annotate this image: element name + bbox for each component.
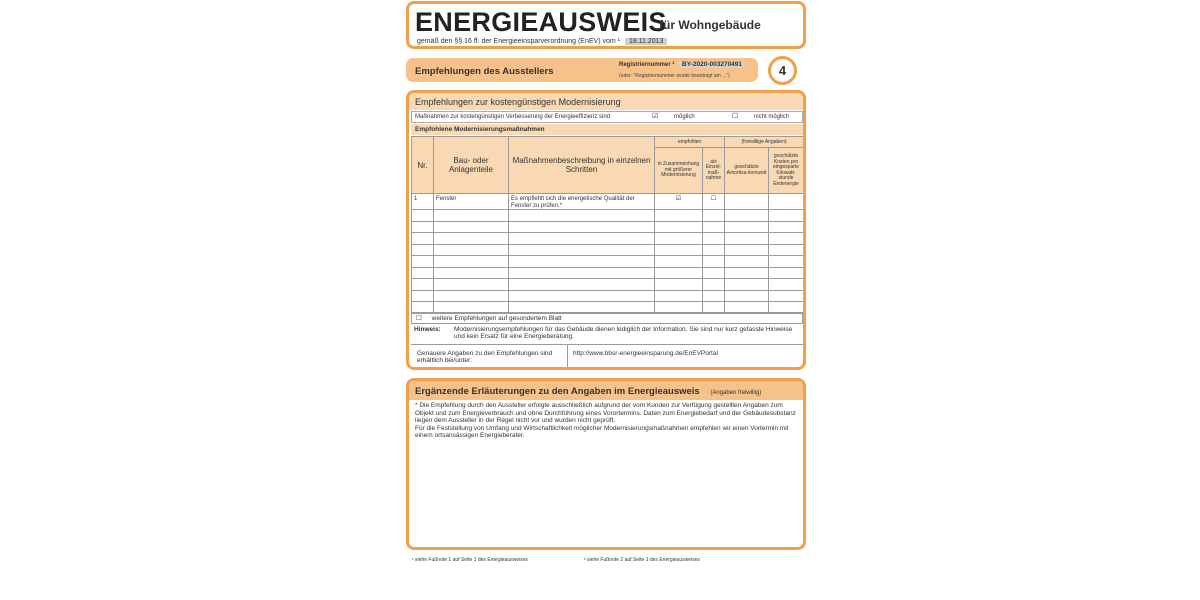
page-number: 4 xyxy=(768,56,797,85)
recommendations-box xyxy=(406,90,806,370)
hint-label: Hinweis: xyxy=(414,326,441,333)
registration-number xyxy=(619,61,745,68)
possible-label: möglich xyxy=(674,114,695,120)
table-row xyxy=(412,256,804,268)
table-row xyxy=(412,290,804,302)
regulation-date: 18.11.2013 xyxy=(625,38,668,45)
row-part: Fenster xyxy=(434,194,509,210)
supplement-title-bar xyxy=(409,381,803,400)
supplement-title: Ergänzende Erläuterungen zu den Angaben im Energieausweis xyxy=(415,386,700,397)
possibility-row xyxy=(411,111,803,123)
table-row xyxy=(412,210,804,222)
more-recommendations-checkbox[interactable]: ☐ xyxy=(416,315,422,322)
row-cost xyxy=(769,194,804,210)
more-recommendations-row xyxy=(411,312,803,324)
certificate-subtitle: für Wohngebäude xyxy=(659,18,761,32)
col-nr: Nr. xyxy=(412,137,434,194)
possible-checkbox[interactable]: ☑ xyxy=(652,113,659,120)
certificate-header xyxy=(406,1,806,49)
row-single-checkbox[interactable]: ☐ xyxy=(703,194,725,210)
measures-table xyxy=(411,136,804,314)
details-label: Genauere Angaben zu den Empfehlungen sind erhältlich bei/unter: xyxy=(417,350,553,364)
not-possible-label: nicht möglich xyxy=(754,114,790,120)
table-row xyxy=(412,267,804,279)
legal-basis-text: gemäß den §§ 16 ff. der Energieeinsparverordnung (EnEV) vom ¹ xyxy=(417,38,620,45)
hint-text: Modernisierungsempfehlungen für das Gebäude dienen lediglich der Information. Sie sind nur kurz gefasste Hinweise und kein Ersatz für eine Energieberatung. xyxy=(454,326,793,340)
row-description: Es empfiehlt sich die energetische Qualität der Fenster zu prüfen.* xyxy=(509,194,655,210)
legal-basis xyxy=(417,38,667,45)
table-row xyxy=(412,221,804,233)
col-recommended: empfohlen xyxy=(655,137,725,148)
certificate-title: ENERGIEAUSWEIS xyxy=(415,7,667,37)
table-row xyxy=(412,279,804,291)
hint-row xyxy=(411,324,803,343)
recommendations-title: Empfehlungen zur kostengünstigen Modernisierung xyxy=(409,93,803,110)
registration-label: Registriernummer ² xyxy=(619,62,675,68)
details-row xyxy=(411,344,803,369)
row-amortization xyxy=(725,194,769,210)
col-in-context: in Zusammenhang mit größerer Modernisierung xyxy=(655,148,703,194)
not-possible-checkbox[interactable]: ☐ xyxy=(732,113,739,120)
supplement-optional-note: (Angaben freiwillig) xyxy=(710,390,762,396)
measures-title: Empfohlene Modernisierungsmaßnahmen xyxy=(411,124,803,135)
col-cost: geschätzte Kosten pro eingesparte Kilowatt-stunde Endenergie xyxy=(769,148,804,194)
details-url-link[interactable]: http://www.bbsr-energieeinsparung.de/EnEVPortal xyxy=(573,350,718,357)
possibility-text: Maßnahmen zur kostengünstigen Verbesserung der Energieeffizienz sind xyxy=(415,114,611,120)
registration-value: BY-2020-003270491 xyxy=(679,61,745,68)
supplement-paragraph-2: Für die Feststellung von Umfang und Wirtschaftlichkeit möglicher Modernisierungsmaßnahmen empfehlen wir einen Vortermin mit einem ortsansässigen Energieberater. xyxy=(415,424,789,440)
row-nr: 1 xyxy=(412,194,434,210)
registration-alt: (oder: "Registriernummer wurde beantragt am ...") xyxy=(619,73,730,79)
supplement-text xyxy=(415,402,800,440)
row-in-context-checkbox[interactable]: ☑ xyxy=(655,194,703,210)
col-optional: (freiwillige Angaben) xyxy=(725,137,804,148)
section-title: Empfehlungen des Ausstellers xyxy=(415,66,554,77)
supplement-box xyxy=(406,378,806,550)
col-single: als Einzel-maß-nahme xyxy=(703,148,725,194)
supplement-paragraph-1: * Die Empfehlung durch den Aussteller erfolgte ausschließlich aufgrund der vom Kunden zur Verfügung gestellten Angaben zum Objekt und zum Energieverbrauch und ohne Durchführung eines Vorortermins. Daten zum Energiebedarf und der Gebäudesubstanz liegen dem Aussteller in der Regel nicht vor und wurden nicht geprüft. xyxy=(415,402,796,425)
energy-certificate-page xyxy=(404,0,808,600)
col-amortization: geschätzte Amortisa-tionszeit xyxy=(725,148,769,194)
table-row xyxy=(412,233,804,245)
section-bar xyxy=(406,58,758,82)
table-row xyxy=(412,194,804,210)
table-row xyxy=(412,244,804,256)
footnote-2: ² siehe Fußnote 2 auf Seite 1 des Energieausweises xyxy=(584,557,700,563)
col-part: Bau- oder Anlagenteile xyxy=(434,137,509,194)
footnote-1: ¹ siehe Fußnote 1 auf Seite 1 des Energieausweises xyxy=(412,557,528,563)
more-recommendations-label: weitere Empfehlungen auf gesondertem Blatt xyxy=(431,315,562,322)
details-divider xyxy=(567,345,568,370)
col-description: Maßnahmenbeschreibung in einzelnen Schritten xyxy=(509,137,655,194)
